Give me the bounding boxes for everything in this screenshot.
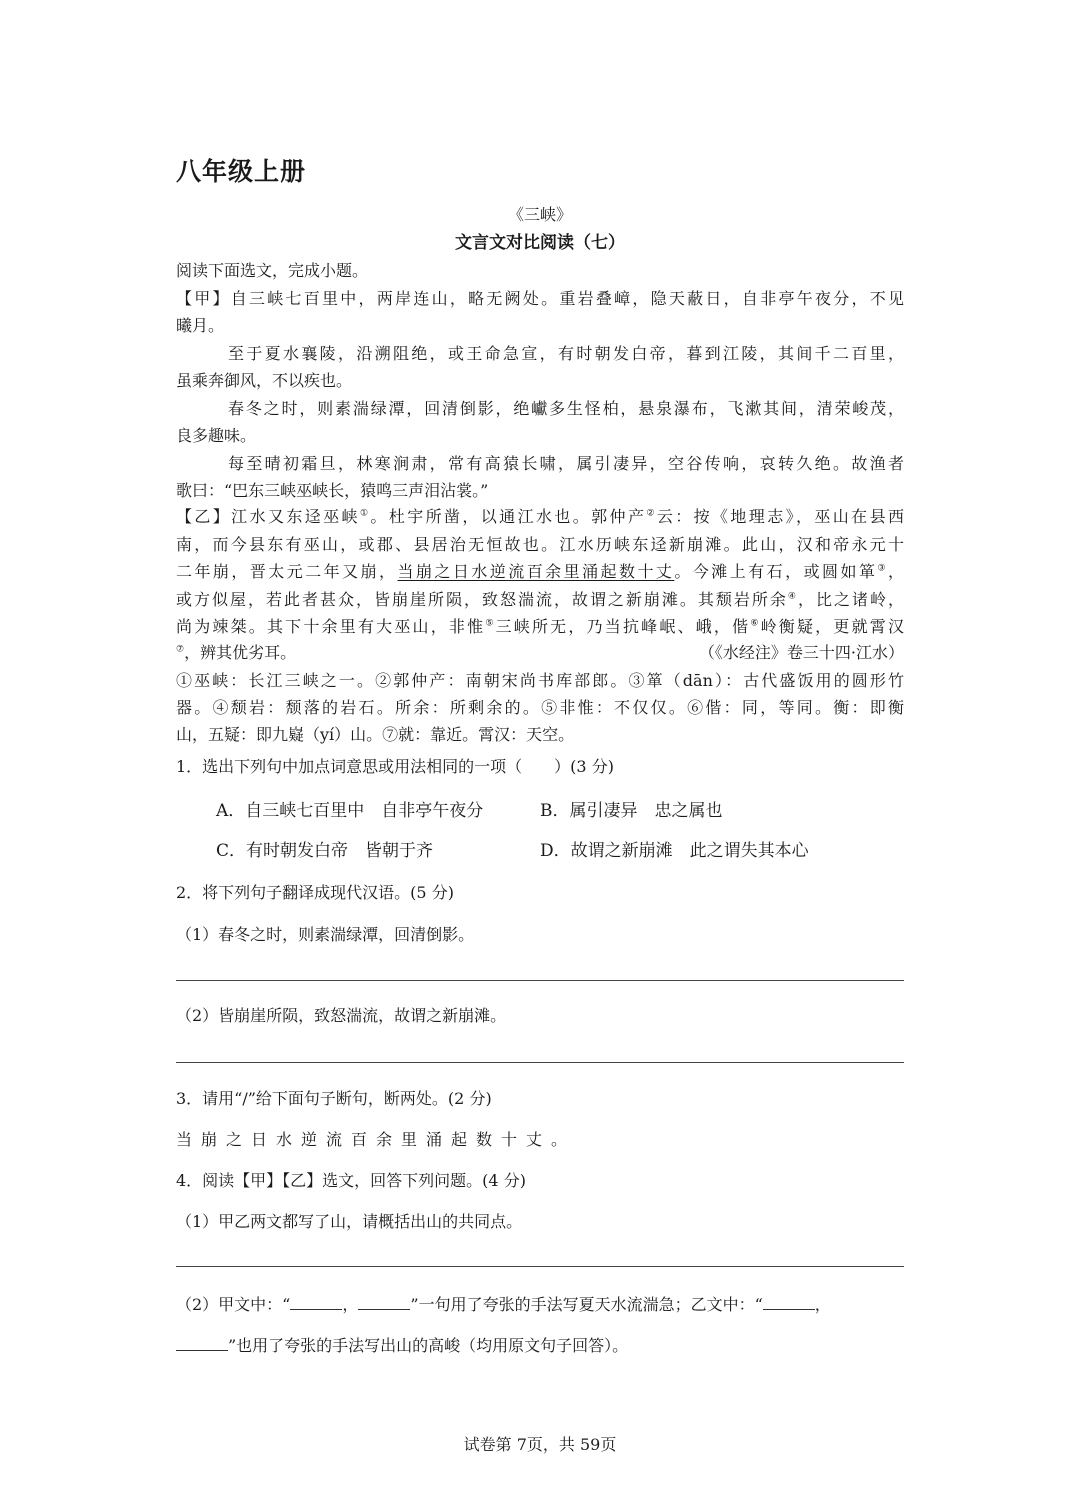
q4-sentence-1: （1）甲乙两文都写了山，请概括出山的共同点。 bbox=[176, 1212, 523, 1231]
q3-sentence: 当崩之日水逆流百余里涌起数十丈。 bbox=[176, 1130, 577, 1149]
answer-line[interactable] bbox=[176, 980, 904, 981]
jia-line-2: 曦月。 bbox=[176, 316, 225, 335]
fill-blank[interactable] bbox=[290, 1295, 342, 1310]
answer-line[interactable] bbox=[176, 1062, 904, 1063]
q1-option-c[interactable]: C．有时朝发白帝 皆朝于齐 bbox=[216, 841, 434, 861]
grade-heading: 八年级上册 bbox=[176, 157, 307, 186]
fill-blank[interactable] bbox=[358, 1295, 410, 1310]
instruction: 阅读下面选文，完成小题。 bbox=[176, 261, 369, 280]
fill-blank[interactable] bbox=[176, 1336, 228, 1351]
q4-stem: 4．阅读【甲】【乙】选文，回答下列问题。(4 分) bbox=[176, 1171, 526, 1190]
q2-sentence-2: （2）皆崩崖所陨，致怒湍流，故谓之新崩滩。 bbox=[176, 1006, 507, 1025]
yi-text: ，比之诸岭， bbox=[798, 590, 904, 609]
yi-text: ，辨其优劣耳。 bbox=[184, 643, 297, 662]
q2-sentence-1: （1）春冬之时，则素湍绿潭，回清倒影。 bbox=[176, 925, 475, 944]
notes-line-2: 器。④颓岩：颓落的岩石。所余：所剩余的。⑤非惟：不仅仅。⑥偕：同，等同。衡：即衡 bbox=[176, 698, 904, 717]
yi-text: 岭衡疑，更就霄汉 bbox=[760, 617, 904, 636]
yi-text: 尚为竦桀。其下十余里有大巫山，非惟 bbox=[176, 617, 486, 636]
footnote-marker: ③ bbox=[877, 563, 888, 574]
answer-line[interactable] bbox=[176, 1266, 904, 1267]
footnote-marker: ② bbox=[646, 508, 657, 519]
jia-line-4: 虽乘奔御风，不以疾也。 bbox=[176, 371, 353, 390]
q1-option-b[interactable]: B．属引凄异 忠之属也 bbox=[540, 801, 723, 821]
yi-line-3 bbox=[176, 559, 904, 582]
notes-line-1: ①巫峡：长江三峡之一。②郭仲产：南朝宋尚书库部郎。③箪（dān）：古代盛饭用的圆形竹 bbox=[176, 671, 904, 690]
lesson-title: 《三峡》 bbox=[507, 205, 572, 224]
footnote-marker: ④ bbox=[787, 591, 798, 602]
q4-sentence-2 bbox=[176, 1292, 831, 1315]
jia-line-6: 良多趣味。 bbox=[176, 426, 257, 445]
notes-line-3: 山，五疑：即九嶷（yí）山。⑦就：靠近。霄汉：天空。 bbox=[176, 725, 575, 744]
q4-text: ， bbox=[342, 1295, 359, 1314]
yi-text: 二年崩，晋太元二年又崩， bbox=[176, 562, 398, 581]
yi-text: 或方似屋，若此者甚众，皆崩崖所陨，致怒湍流，故谓之新崩滩。其颓岩所余 bbox=[176, 590, 788, 609]
fill-blank[interactable] bbox=[763, 1295, 815, 1310]
q1-option-d[interactable]: D．故谓之新崩滩 此之谓失其本心 bbox=[540, 841, 809, 861]
yi-line-1 bbox=[176, 504, 904, 527]
footnote-marker: ⑤ bbox=[485, 618, 496, 629]
yi-line-4 bbox=[176, 587, 904, 610]
q1-option-a[interactable]: A．自三峡七百里中 自非亭午夜分 bbox=[216, 801, 484, 821]
source-citation: （《水经注》卷三十四·江水） bbox=[698, 643, 904, 662]
q1-stem: 1．选出下列句中加点词意思或用法相同的一项（ ）(3 分) bbox=[176, 757, 614, 776]
jia-line-8: 歌曰：“巴东三峡巫峡长，猿鸣三声泪沾裳。” bbox=[176, 481, 489, 500]
jia-line-7: 每至晴初霜旦，林寒涧肃，常有高猿长啸，属引凄异，空谷传响，哀转久绝。故渔者 bbox=[228, 454, 904, 473]
yi-text: 。杜宇所凿，以通江水也。郭仲产 bbox=[370, 507, 647, 526]
footnote-marker: ⑦ bbox=[176, 644, 185, 655]
q4-text: ”一句用了夸张的手法写夏天水流湍急；乙文中：“ bbox=[410, 1295, 763, 1314]
q4-text: （2）甲文中：“ bbox=[176, 1295, 291, 1314]
page-footer: 试卷第 7页，共 59页 bbox=[463, 1435, 617, 1454]
underlined-sentence: 当崩之日水逆流百余里涌起数十丈 bbox=[397, 562, 675, 581]
q2-stem: 2．将下列句子翻译成现代汉语。(5 分) bbox=[176, 883, 454, 902]
yi-line-5 bbox=[176, 614, 904, 637]
yi-text: 。今滩上有石，或圆如箪 bbox=[674, 562, 878, 581]
yi-text: 三峡所无，乃当抗峰岷、峨，偕 bbox=[495, 617, 751, 636]
yi-line-2: 南，而今县东有巫山，或郡、县居治无恒故也。江水历峡东迳新崩滩。此山，汉和帝永元十 bbox=[176, 535, 904, 554]
jia-line-3: 至于夏水襄陵，沿溯阻绝，或王命急宣，有时朝发白帝，暮到江陵，其间千二百里， bbox=[228, 344, 904, 363]
jia-line-1: 【甲】自三峡七百里中，两岸连山，略无阙处。重岩叠嶂，隐天蔽日，自非亭午夜分，不见 bbox=[176, 289, 904, 308]
q4-sentence-3 bbox=[176, 1333, 628, 1356]
yi-text: 云：按《地理志》，巫山在县西 bbox=[656, 507, 904, 526]
q4-text: ， bbox=[814, 1295, 831, 1314]
jia-line-5: 春冬之时，则素湍绿潭，回清倒影，绝巘多生怪柏，悬泉瀑布，飞漱其间，清荣峻茂， bbox=[228, 399, 904, 418]
q3-stem: 3．请用“/”给下面句子断句，断两处。(2 分) bbox=[176, 1089, 492, 1108]
section-title: 文言文对比阅读（七） bbox=[455, 233, 625, 253]
footnote-marker: ① bbox=[359, 508, 371, 519]
q4-text: ”也用了夸张的手法写出山的高峻（均用原文句子回答）。 bbox=[228, 1336, 629, 1355]
yi-text: 【乙】江水又东迳巫峡 bbox=[176, 507, 360, 526]
footnote-marker: ⑥ bbox=[750, 618, 761, 629]
yi-text: ， bbox=[887, 562, 904, 581]
